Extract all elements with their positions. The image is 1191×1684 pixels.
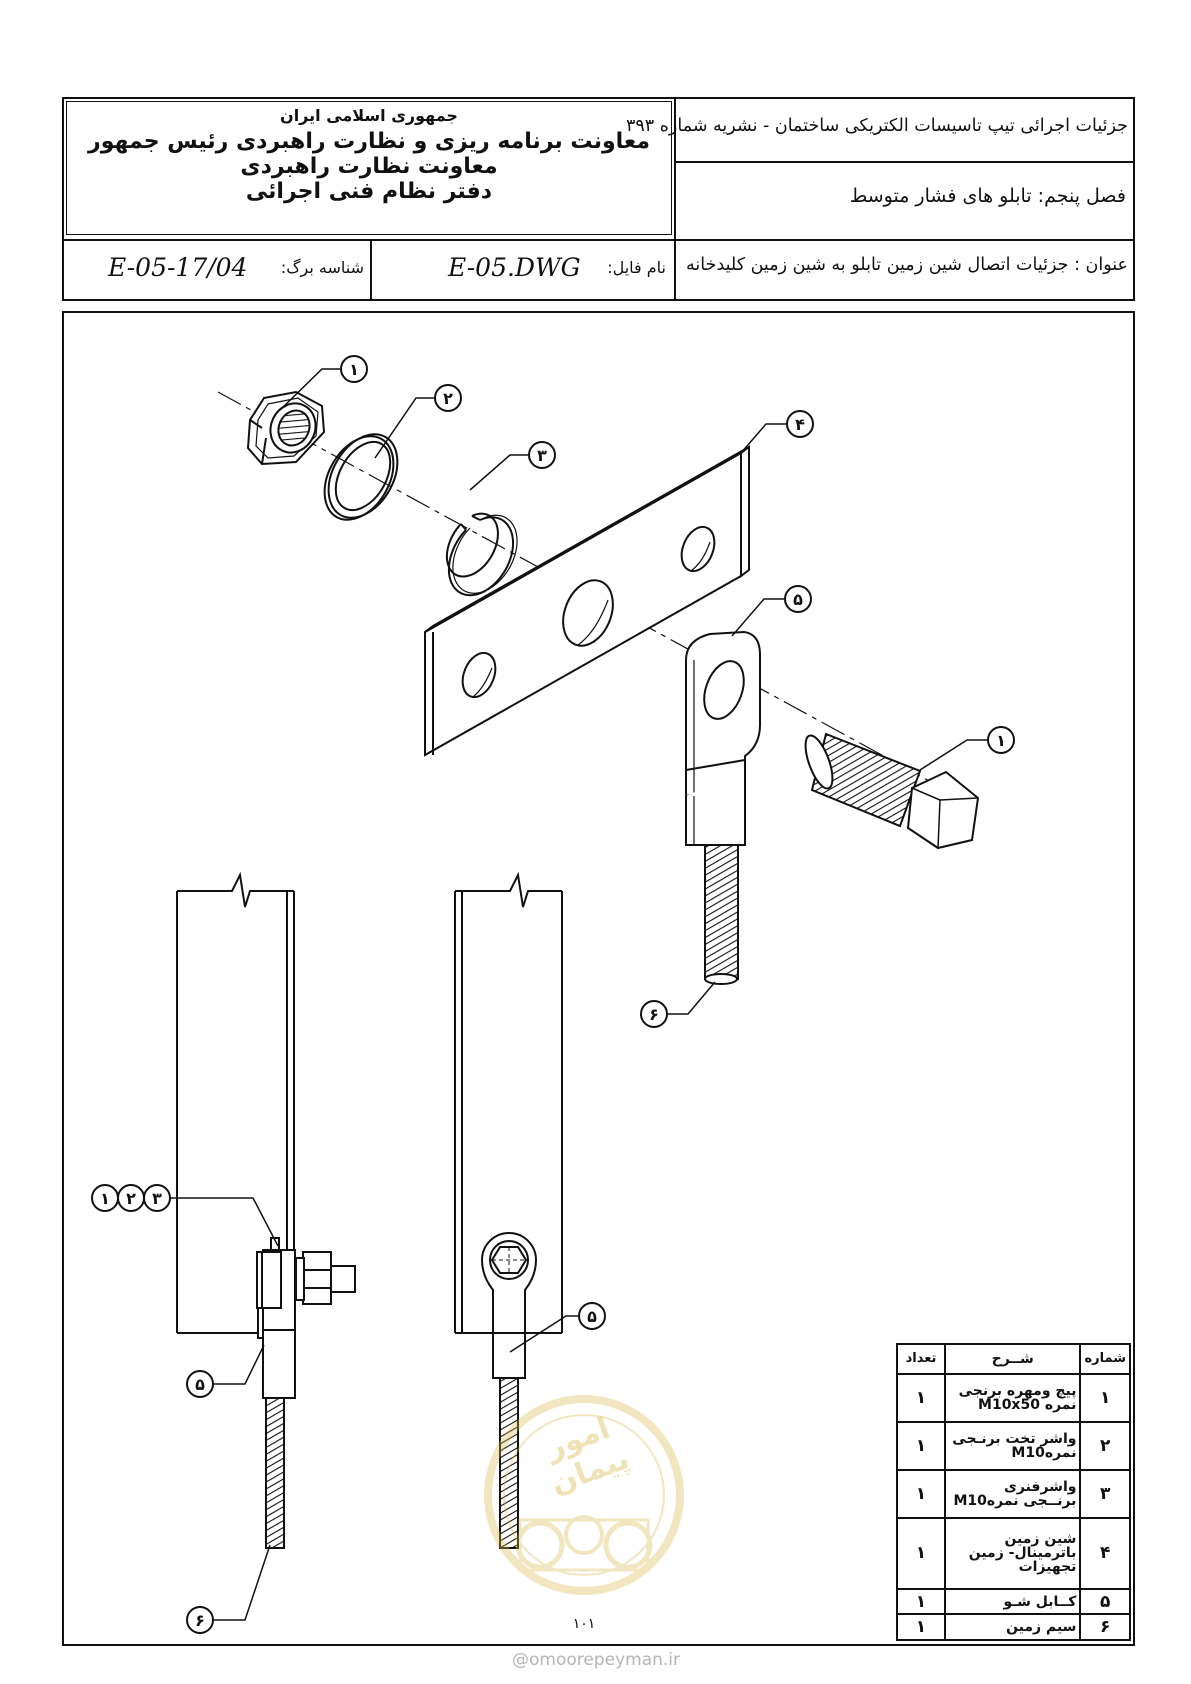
row-desc: شین زمین باترمینال- زمین تجهیزات (945, 1518, 1080, 1589)
table-row (897, 1470, 1130, 1518)
callout-4: ۴ (795, 415, 805, 434)
callout-5-right: ۵ (587, 1307, 597, 1326)
watermark-text: omoorepeyman.ir (528, 1650, 681, 1670)
col-number-header: شماره (1080, 1344, 1130, 1374)
row-number: ۱ (1080, 1374, 1130, 1422)
chapter-title: فصل پنجم: تابلو های فشار متوسط (849, 185, 1126, 207)
org-line-4: دفتر نظام فنی اجرائی (245, 179, 493, 204)
row-number: ۳ (1080, 1470, 1130, 1518)
row-desc: واشر تخت برنـجی نمرهM10 (945, 1422, 1080, 1470)
callout-5: ۵ (793, 590, 803, 609)
cable-lug-icon (686, 632, 760, 984)
org-line-3: معاونت نظارت راهبردی (240, 154, 498, 179)
series-title: جزئیات اجرائی تیپ تاسیسات الکتریکی ساختمان - نشریه شماره ۳۹۳ (625, 116, 1128, 136)
table-row (897, 1374, 1130, 1422)
row-qty: ۱ (897, 1470, 945, 1518)
file-name-value: E-05.DWG (448, 253, 581, 282)
row-qty: ۱ (897, 1614, 945, 1640)
org-line-1: جمهوری اسلامی ایران (280, 106, 458, 125)
row-desc: واشرفنری برنــجی نمرهM10 (945, 1470, 1080, 1518)
callout-1: ۱ (349, 360, 359, 379)
org-line-2: معاونت برنامه ریزی و نظارت راهبردی رئیس جمهور (88, 129, 650, 154)
side-view-left (177, 875, 355, 1548)
flat-washer-icon (311, 422, 412, 532)
row-number: ۴ (1080, 1518, 1130, 1589)
sheet-id-value: E-05-17/04 (108, 253, 248, 282)
callout-6: ۶ (649, 1005, 659, 1024)
table-row (897, 1422, 1130, 1470)
row-number: ۵ (1080, 1589, 1130, 1615)
subject-text: جزئیات اتصال شین زمین تابلو به شین زمین کلیدخانه (686, 255, 1069, 275)
table-row (897, 1518, 1130, 1589)
parts-table-header (897, 1344, 1130, 1374)
callout-2: ۲ (443, 389, 453, 408)
callout-6-left: ۶ (195, 1611, 205, 1630)
col-desc-header: شــرح (945, 1344, 1080, 1374)
spring-washer-icon (447, 514, 517, 596)
row-qty: ۱ (897, 1589, 945, 1615)
parts-table (896, 1343, 1131, 1641)
row-qty: ۱ (897, 1422, 945, 1470)
row-number: ۶ (1080, 1614, 1130, 1640)
row-qty: ۱ (897, 1518, 945, 1589)
page-number: ۱۰۱ (572, 1616, 596, 1632)
site-watermark (490, 1650, 702, 1670)
callout-group-a: ۱ (100, 1189, 110, 1208)
row-qty: ۱ (897, 1374, 945, 1422)
callout-1-bolt: ۱ (996, 731, 1006, 750)
callout-group-b: ۲ (126, 1189, 136, 1208)
hex-nut-icon (248, 392, 324, 464)
row-desc: پیچ ومهره برنجی نمره M10x50 (945, 1374, 1080, 1422)
seal-text: امور پیمان (541, 1411, 634, 1502)
table-row (897, 1614, 1130, 1640)
subject-label: عنوان : (1074, 255, 1128, 275)
file-name-label: نام فایل: (607, 258, 666, 277)
sheet-id-label: شناسه برگ: (280, 258, 364, 277)
callout-5-left: ۵ (195, 1375, 205, 1394)
at-icon: @ (511, 1650, 529, 1670)
callout-group-c: ۳ (152, 1189, 162, 1208)
row-number: ۲ (1080, 1422, 1130, 1470)
row-desc: سیم زمین (945, 1614, 1080, 1640)
col-qty-header: تعداد (897, 1344, 945, 1374)
table-row (897, 1589, 1130, 1615)
callout-3: ۳ (537, 446, 547, 465)
row-desc: کــابل شـو (945, 1589, 1080, 1615)
